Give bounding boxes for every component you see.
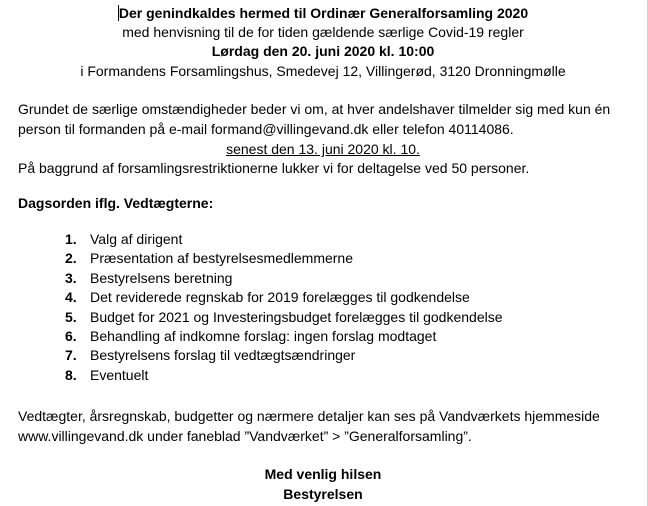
- title-text: Der genindkaldes hermed til Ordinær Generalforsamling 2020: [118, 5, 529, 21]
- item-text: Behandling af indkomne forslag: ingen forslag modtaget: [90, 327, 437, 344]
- item-number: 2.: [65, 250, 77, 267]
- item-text: Præsentation af bestyrelsesmedlemmerne: [90, 250, 354, 267]
- footer-line-2: www.villingevand.dk under faneblad ”Vandværket” > ”Generalforsamling”.: [18, 428, 472, 444]
- item-number: 8.: [65, 366, 77, 383]
- item-text: Eventuelt: [90, 366, 149, 383]
- deadline-text: senest den 13. juni 2020 kl. 10.: [226, 141, 420, 157]
- meeting-location: i Formandens Forsamlingshus, Smedevej 12, Villingerød, 3120 Dronningmølle: [80, 63, 566, 79]
- item-number: 7.: [65, 347, 77, 364]
- subtitle-line: med henvisning til de for tiden gældende særlige Covid-19 regler: [122, 24, 524, 40]
- participation-limit: På baggrund af forsamlingsrestriktionerne lukker vi for deltagelse ved 50 personer.: [18, 160, 530, 176]
- item-text: Bestyrelsens forslag til vedtægtsændringer: [90, 347, 356, 364]
- item-text: Det reviderede regnskab for 2019 forelægges til godkendelse: [90, 289, 470, 306]
- agenda-heading: Dagsorden iflg. Vedtægterne:: [18, 195, 214, 211]
- meeting-date: Lørdag den 20. juni 2020 kl. 10:00: [211, 43, 435, 59]
- item-number: 5.: [65, 308, 77, 325]
- item-number: 3.: [65, 269, 77, 286]
- footer-line-1: Vedtægter, årsregnskab, budgetter og nærmere detaljer kan ses på Vandværkets hjemmeside: [18, 408, 600, 424]
- list-item: [0, 308, 646, 327]
- list-item: [0, 366, 646, 385]
- agenda-list: [0, 230, 646, 385]
- list-item: [0, 249, 646, 268]
- item-text: Valg af dirigent: [90, 231, 183, 247]
- list-item: [0, 269, 646, 288]
- list-item: [0, 327, 646, 346]
- registration-deadline: [0, 140, 646, 159]
- greeting: Med venlig hilsen: [264, 466, 382, 482]
- list-item: [0, 230, 646, 249]
- item-number: 4.: [65, 289, 77, 306]
- notice-line-1: Grundet de særlige omstændigheder beder vi om, at hver andelshaver tilmelder sig med kun én: [18, 101, 611, 117]
- item-number: 1.: [65, 231, 77, 247]
- signature: Bestyrelsen: [283, 486, 363, 502]
- document-title: [0, 4, 646, 23]
- notice-line-2: person til formanden på e-mail formand@villingevand.dk eller telefon 40114086.: [18, 121, 514, 137]
- item-text: Budget for 2021 og Investeringsbudget forelægges til godkendelse: [90, 308, 503, 325]
- item-text: Bestyrelsens beretning: [90, 269, 233, 286]
- list-item: [0, 288, 646, 307]
- list-item: [0, 346, 646, 365]
- item-number: 6.: [65, 327, 77, 344]
